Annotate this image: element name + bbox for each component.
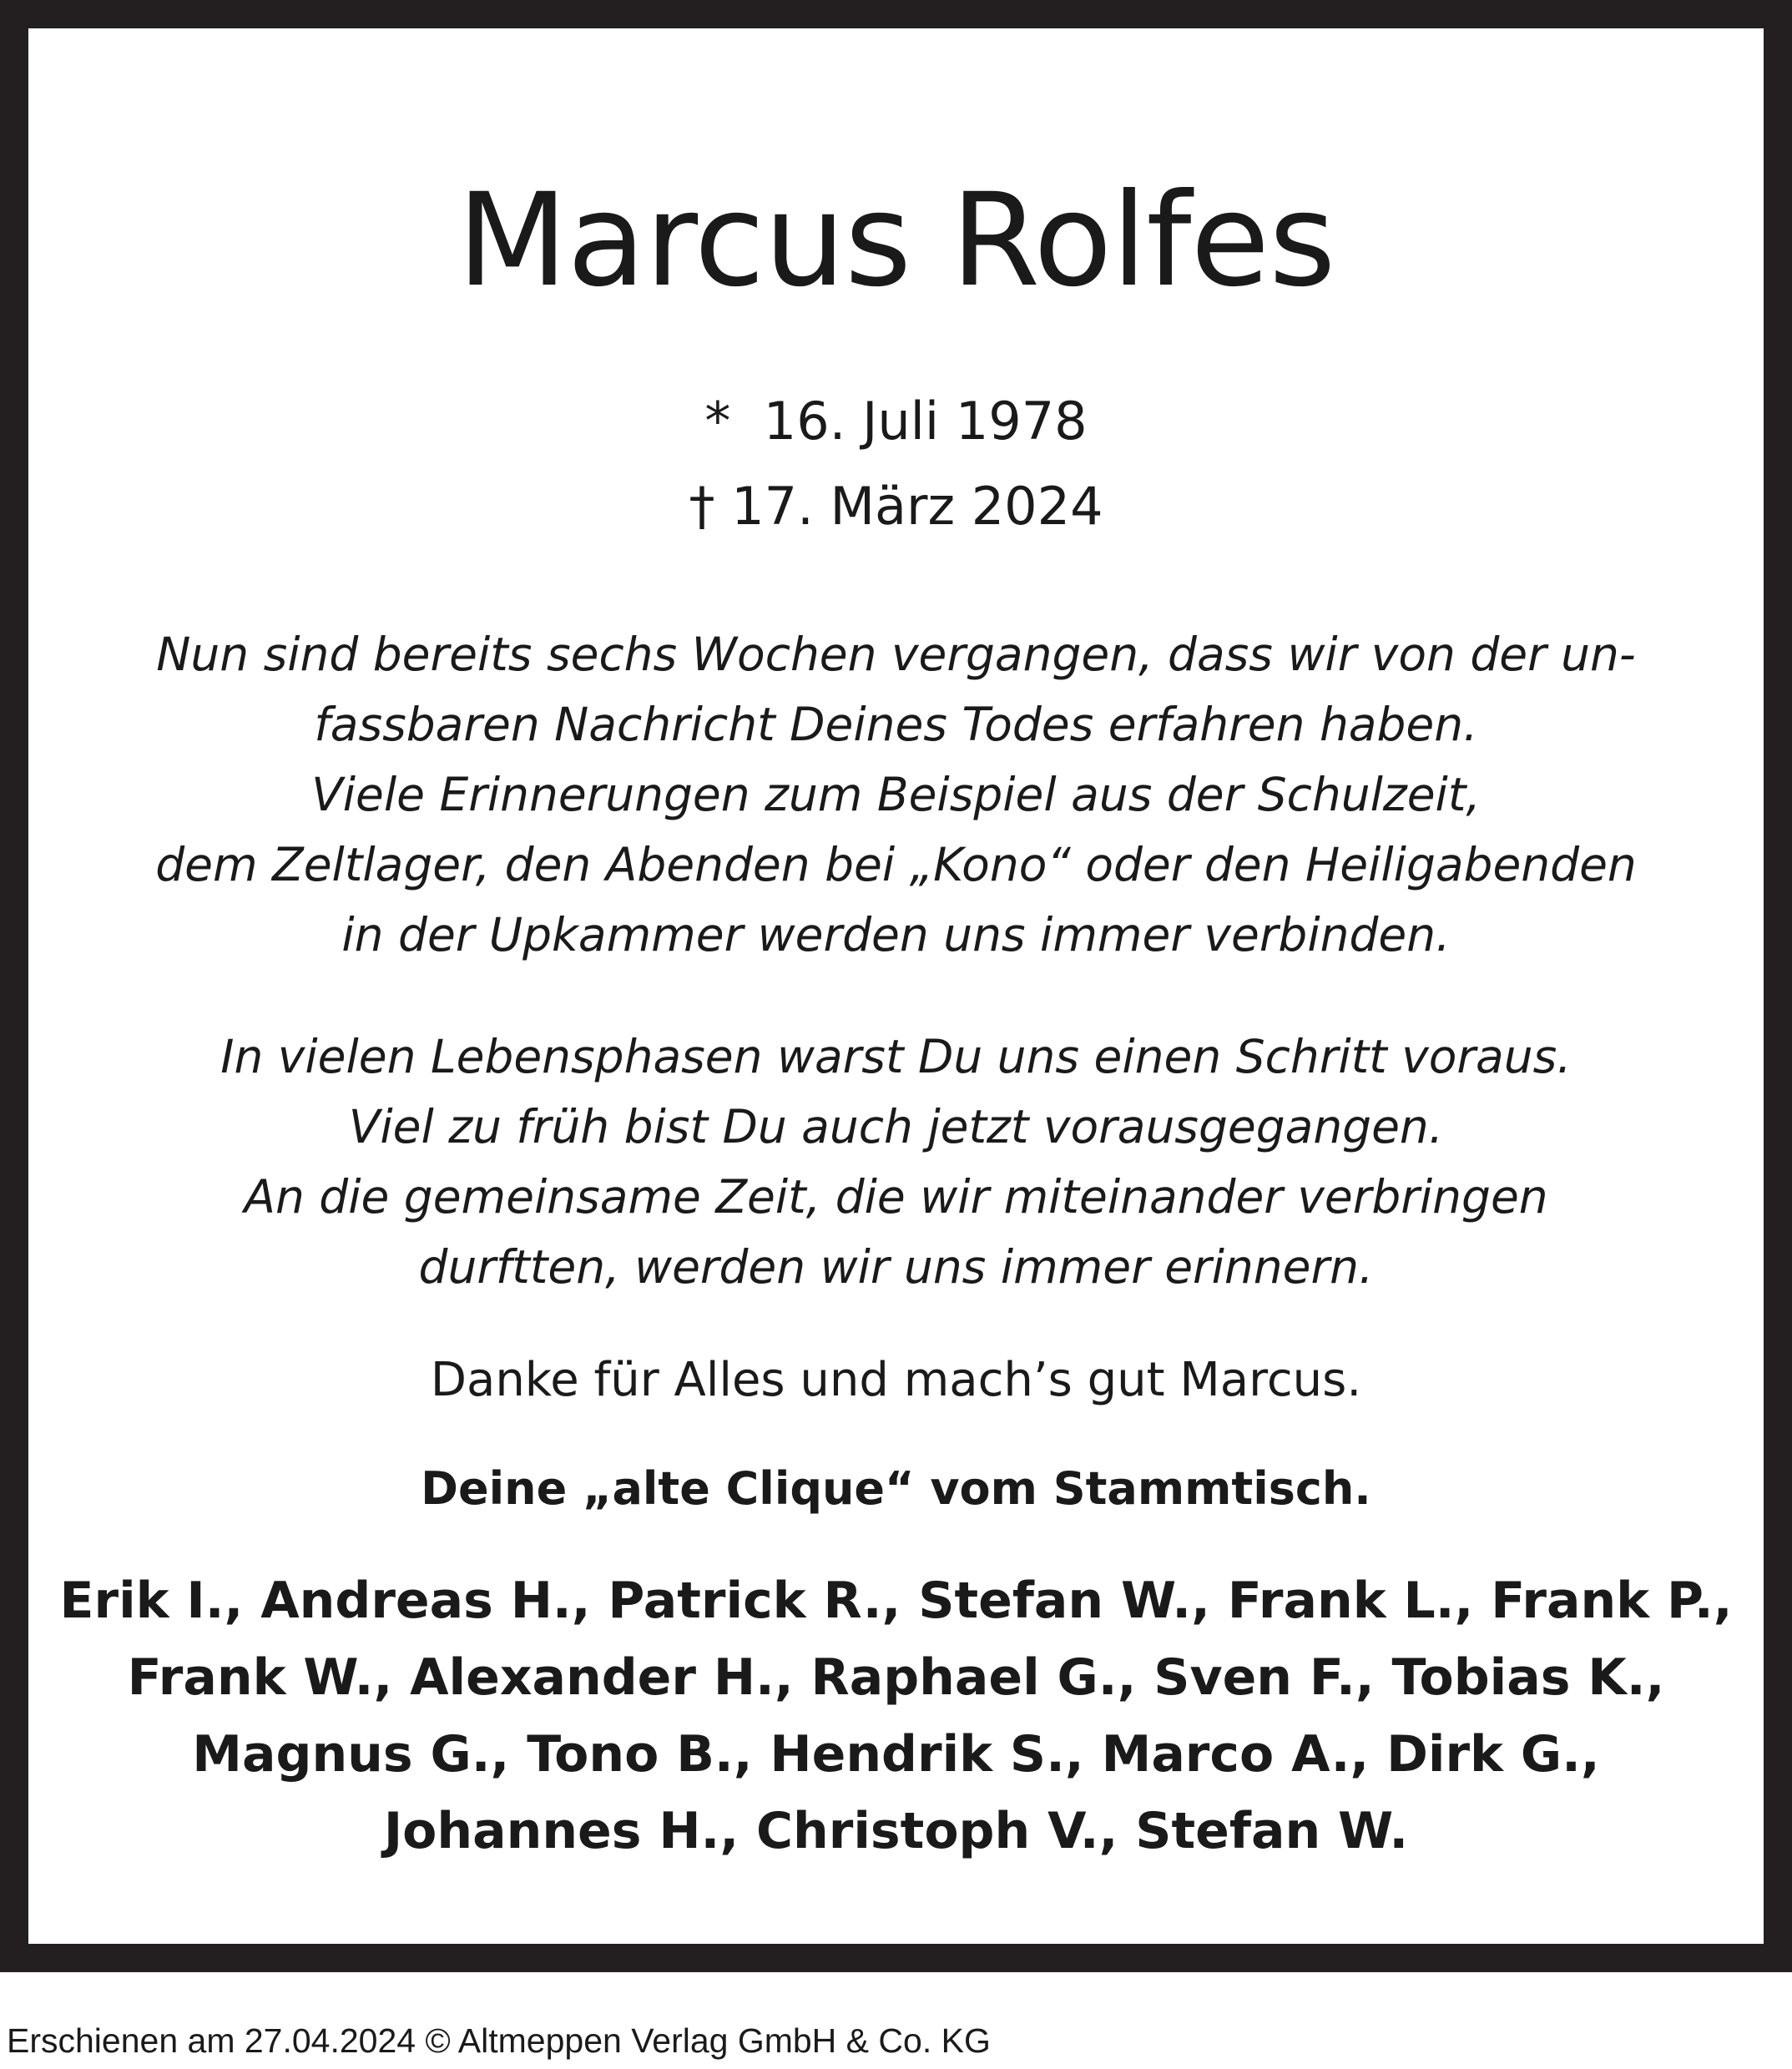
names-line: Johannes H., Christoph V., Stefan W. xyxy=(383,1802,1409,1860)
memorial-line: in der Upkammer werden uns immer verbinden. xyxy=(341,908,1451,961)
memorial-line: Nun sind bereits sechs Wochen vergangen, dass wir von der un- xyxy=(156,628,1636,681)
deceased-name: Marcus Rolfes xyxy=(457,166,1335,315)
memorial-line: dem Zeltlager, den Abenden bei „Kono“ oder den Heiligabenden xyxy=(155,838,1637,891)
names-line: Erik I., Andreas H., Patrick R., Stefan W., Frank L., Frank P., xyxy=(59,1572,1733,1630)
memorial-text-1 xyxy=(28,619,1764,970)
memorial-line: fassbaren Nachricht Deines Todes erfahren haben. xyxy=(314,698,1478,751)
memorial-text-2 xyxy=(28,1022,1764,1302)
memorial-line: durftten, werden wir uns immer erinnern. xyxy=(418,1240,1374,1294)
death-date: † 17. März 2024 xyxy=(689,476,1103,537)
names-line: Frank W., Alexander H., Raphael G., Sven F., Tobias K., xyxy=(127,1648,1665,1707)
signature-group: Deine „alte Clique“ vom Stammtisch. xyxy=(421,1462,1371,1515)
signatory-names xyxy=(28,1562,1764,1870)
life-dates xyxy=(28,379,1764,549)
memorial-line: In vielen Lebensphasen warst Du uns einen Schritt voraus. xyxy=(220,1030,1572,1083)
memorial-line: Viele Erinnerungen zum Beispiel aus der Schulzeit, xyxy=(311,768,1481,821)
memorial-line: Viel zu früh bist Du auch jetzt vorausgegangen. xyxy=(348,1100,1444,1153)
publication-credit: Erschienen am 27.04.2024 © Altmeppen Verlag GmbH & Co. KG xyxy=(7,2021,991,2060)
farewell-line: Danke für Alles und mach’s gut Marcus. xyxy=(430,1353,1362,1407)
memorial-line: An die gemeinsame Zeit, die wir miteinander verbringen xyxy=(244,1170,1548,1224)
obituary-notice xyxy=(28,28,1764,1944)
birth-date: * 16. Juli 1978 xyxy=(704,391,1088,452)
names-line: Magnus G., Tono B., Hendrik S., Marco A., Dirk G., xyxy=(192,1725,1600,1784)
